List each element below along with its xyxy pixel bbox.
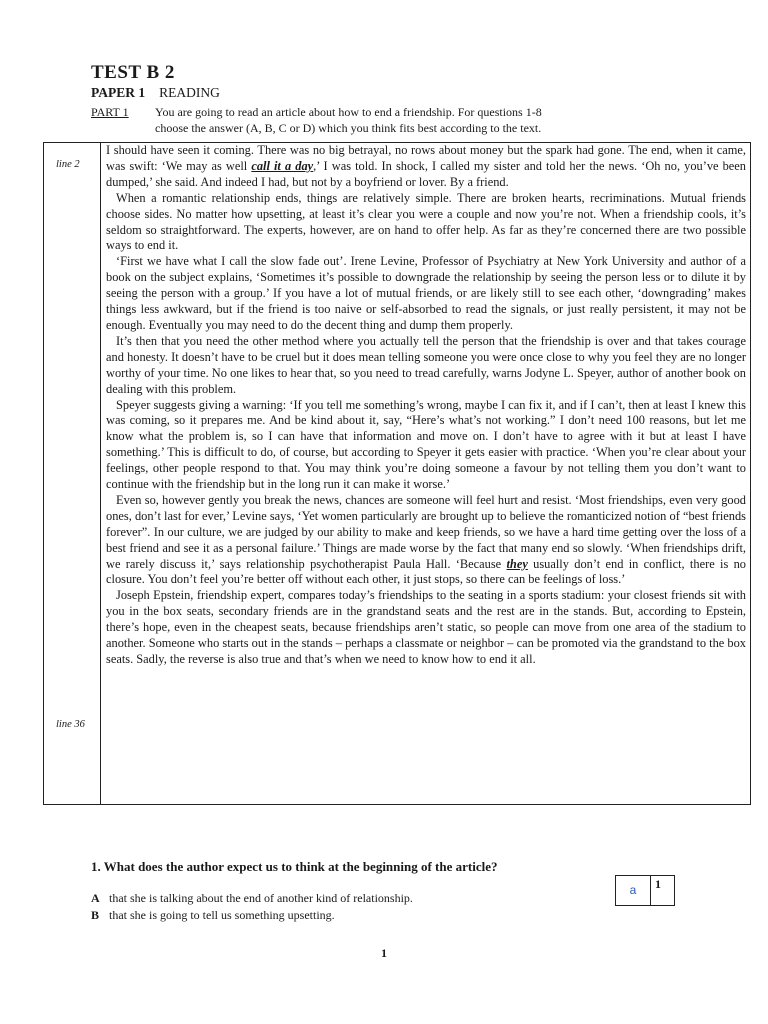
underlined-word-they: they xyxy=(506,556,528,571)
section-label: READING xyxy=(159,85,220,100)
instructions-line-2: choose the answer (A, B, C or D) which you think fits best according to the text. xyxy=(155,121,542,135)
paper-heading xyxy=(91,85,220,101)
part-label: PART 1 xyxy=(91,105,129,119)
paragraph-6: Even so, however gently you break the news, chances are someone will feel hurt and resist. ‘Most friendships, even very good ones, don’t last for ever,’ Levine says, ‘Yet women particularly are brought up to believe the romanticized notion of “best friends forever”. In our culture, we are judged by our ability to make and keep friends, so we have a hard time getting over the loss of a best friend and see it as a personal failure.’ Things are made worse by the fact that many end so slowly. ‘When friendships drift, we rarely discuss it,’ says relationship psychotherapist Paula Hall. ‘Because they usually don’t end in conflict, there is no closure. You don’t feel you’re better off without each other, it just stops, so there can be feelings of loss.’ xyxy=(106,492,746,587)
paper-label: PAPER 1 xyxy=(91,85,146,100)
option-letter: B xyxy=(91,908,100,922)
paragraph-5: Speyer suggests giving a warning: ‘If you tell me something’s wrong, maybe I can fix it, and if I can’t, then at least I knew this was coming, so it prepares me. And be kind about it, say, “Here’s what’s not working.” I don’t need 100 reasons, but let me know what the problem is, so I can have that information and move on. I don’t have to agree with it but at least I have something.’ This is difficult to do, of course, but according to Speyer it gets easier with practice. ‘When you’re clear about your feelings, other people respond to that. You may think you’re doing someone a favour by not telling them you don’t want to continue with the friendship but in the long run it can make it worse.’ xyxy=(106,397,746,492)
paragraph-2: When a romantic relationship ends, things are relatively simple. There are broken hearts, recriminations. Mutual friends choose sides. No matter how upsetting, at least it’s clear you were a couple and now you’re not. When a friendship cools, it’s seldom so straightforward. The experts, however, are on hand to offer help. As far as they’re concerned there are two possible ways to end it. xyxy=(106,190,746,253)
answer-box xyxy=(615,875,675,906)
underlined-phrase-call-it-a-day: call it a day xyxy=(251,158,314,173)
article-text xyxy=(106,143,746,668)
article-box xyxy=(43,142,751,805)
option-text: that she is talking about the end of another kind of relationship. xyxy=(109,891,413,905)
question-number-label: 1 xyxy=(655,877,661,891)
page-number: 1 xyxy=(381,946,387,960)
question-1: 1. What does the author expect us to think at the beginning of the article? xyxy=(91,859,498,874)
option-b xyxy=(91,908,335,923)
option-a xyxy=(91,891,413,906)
line-ref-36: line 36 xyxy=(56,719,85,730)
part-instructions xyxy=(91,104,542,136)
option-letter: A xyxy=(91,891,100,905)
test-title: TEST B 2 xyxy=(91,62,175,83)
paragraph-1: I should have seen it coming. There was no big betrayal, no rows about money but the spark had gone. The end, when it came, was swift: ‘We may as well call it a day,’ I was told. In shock, I called my sister and told her the news. ‘Oh no, you’ve been dumped,’ she said. And indeed I had, but not by a boyfriend or lover. By a friend. xyxy=(106,143,747,189)
paragraph-3: ‘First we have what I call the slow fade out’. Irene Levine, Professor of Psychiatry at New York University and author of a book on the subject explains, ‘Sometimes it’s possible to downgrade the relationship by seeing the person less or to dilute it by seeing the person with a group.’ If you have a lot of mutual friends, or are likely still to see each other, ‘downgrading’ makes things less awkward, but if the friend is too naive or self-absorbed to read the signals, or just really persistent, it may not be enough. Eventually you may need to do the decent thing and dump them properly. xyxy=(106,254,746,332)
instructions-line-1: You are going to read an article about how to end a friendship. For questions 1-8 xyxy=(155,105,542,119)
line-ref-2: line 2 xyxy=(56,159,80,170)
option-text: that she is going to tell us something upsetting. xyxy=(109,908,335,922)
paragraph-7: Joseph Epstein, friendship expert, compares today’s friendships to the seating in a sports stadium: your closest friends sit with you in the box seats, secondary friends are in the grandstand seats and the rest are in the stands. But, according to Epstein, there’s hope, even in the cheapest seats, because friendships aren’t static, so people can move from one area of the stadium to another. Someone who starts out in the stands – perhaps a classmate or neighbor – can be promoted via the grandstand to the box seats. Sadly, the reverse is also true and that’s when we need to know how to end it all. xyxy=(106,588,746,666)
paragraph-4: It’s then that you need the other method where you actually tell the person that the friendship is over and that takes courage and honesty. It doesn’t have to be cruel but it does mean telling someone you were once close to why you feel they are no longer worthy of your time. No one likes to hear that, so you need to tread carefully, warns Jodyne L. Speyer, author of another book on dealing with this problem. xyxy=(106,333,746,396)
answer-input[interactable]: a xyxy=(616,876,651,905)
line-reference-column xyxy=(44,143,101,804)
